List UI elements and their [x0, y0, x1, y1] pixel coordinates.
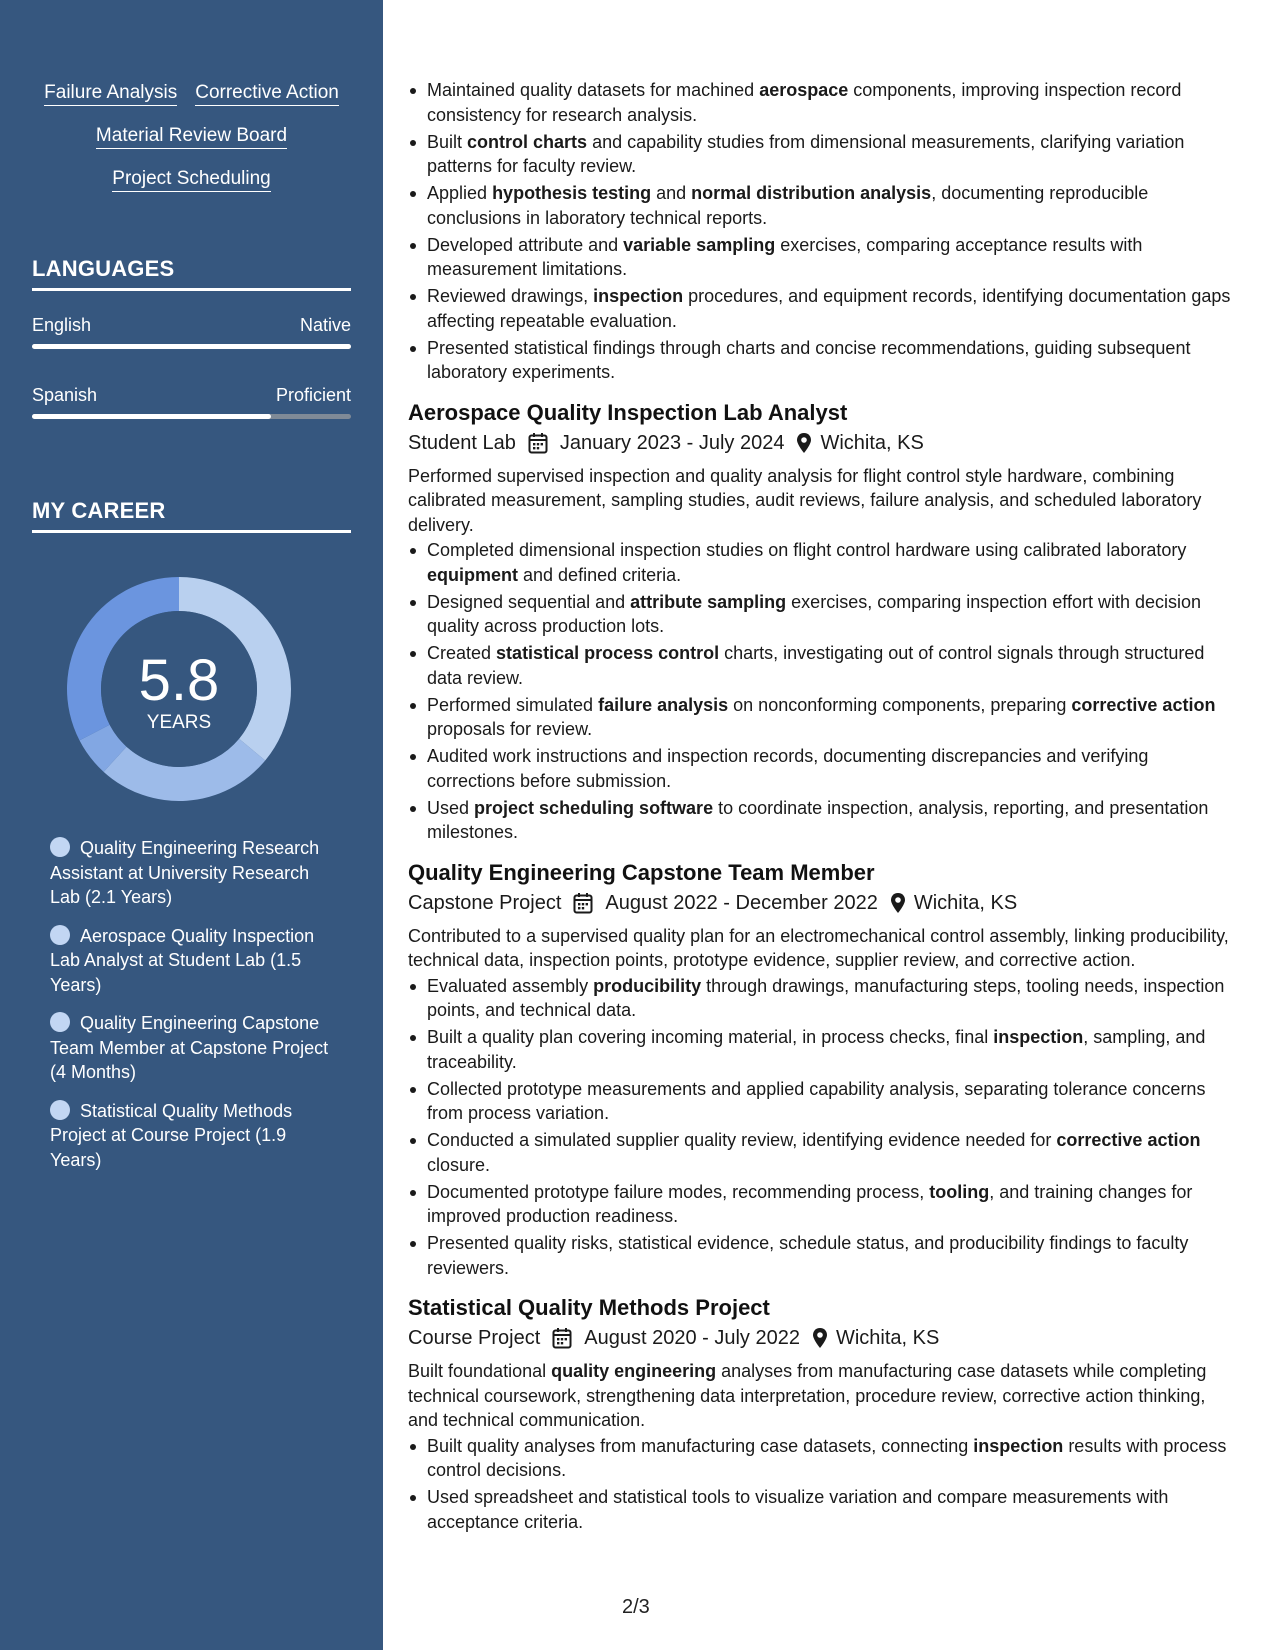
keyword-emphasis: quality engineering — [551, 1361, 717, 1381]
keyword-emphasis: inspection — [993, 1027, 1084, 1047]
career-heading: MY CAREER — [32, 498, 351, 533]
keyword-emphasis: control charts — [467, 131, 588, 152]
job-title: Aerospace Quality Inspection Lab Analyst — [408, 399, 848, 425]
bullet-item: Collected prototype measurements and applied capability analysis, separating tolerance concerns from process variation. — [427, 1077, 1238, 1126]
bullet-item: Built quality analyses from manufacturing case datasets, connecting inspection results with process control decisions. — [427, 1434, 1238, 1483]
job-description: Built foundational quality engineering analyses from manufacturing case datasets while completing technical coursework, strengthening data interpretation, procedure review, corrective action thinking, and technical communication. — [408, 1361, 1207, 1430]
bullet-item: Presented statistical findings through charts and concise recommendations, guiding subsequent laboratory experiments. — [427, 336, 1238, 385]
job-meta — [408, 430, 1238, 456]
language-level: Proficient — [275, 385, 351, 405]
keyword-emphasis: equipment — [427, 564, 519, 585]
keyword-emphasis: corrective action — [1056, 1130, 1201, 1150]
bullet-item: Documented prototype failure modes, recommending process, tooling, and training changes for improved production readiness. — [427, 1180, 1238, 1229]
skill-row — [32, 168, 351, 192]
job-entry — [408, 859, 1238, 1281]
main-content — [408, 78, 1238, 1537]
keyword-emphasis: producibility — [593, 975, 702, 996]
skill-tag: Project Scheduling — [112, 168, 270, 192]
language-level: Native — [299, 315, 351, 335]
calendar-icon — [528, 432, 548, 454]
job-org: Course Project — [408, 1327, 541, 1349]
job-org: Capstone Project — [408, 891, 562, 914]
keyword-emphasis: statistical process control — [496, 643, 720, 663]
career-total: 5.8 — [138, 648, 220, 713]
career-item-text: Quality Engineering Research Assistant at University Research Lab (2.1 Years) — [50, 838, 320, 907]
skill-row — [32, 125, 351, 149]
job-description: Contributed to a supervised quality plan for an electromechanical control assembly, linking producibility, technical data, inspection points, prototype evidence, supplier review, and corrective action. — [408, 925, 1229, 970]
career-item — [50, 1011, 330, 1085]
job-entry — [408, 1294, 1238, 1534]
bullet-item: Evaluated assembly producibility through drawings, manufacturing steps, tooling needs, inspection points, and technical data. — [427, 974, 1238, 1023]
language-bar-fill — [32, 344, 351, 349]
career-list — [50, 836, 330, 1186]
skill-tag: Corrective Action — [195, 82, 339, 106]
bullet-item: Presented quality risks, statistical evidence, schedule status, and producibility findings to faculty reviewers. — [427, 1231, 1238, 1280]
sidebar — [0, 0, 383, 1650]
intro-bullet-list — [408, 78, 1238, 385]
job-org: Student Lab — [408, 431, 516, 454]
bullet-dot-icon — [50, 925, 70, 945]
keyword-emphasis: inspection — [973, 1435, 1064, 1456]
job-meta — [408, 890, 1238, 916]
bullet-item: Designed sequential and attribute sampling exercises, comparing inspection effort with decision quality across production lots. — [427, 590, 1238, 639]
job-bullet-list — [408, 1434, 1238, 1535]
career-item — [50, 1099, 330, 1173]
bullet-item: Applied hypothesis testing and normal distribution analysis, documenting reproducible conclusions in laboratory technical reports. — [427, 181, 1238, 230]
job-description: Performed supervised inspection and quality analysis for flight control style hardware, combining calibrated measurement, sampling studies, audit reviews, failure analysis, and scheduled laboratory delivery. — [408, 465, 1202, 535]
language-english — [32, 314, 351, 349]
career-item-text: Statistical Quality Methods Project at Course Project (1.9 Years) — [50, 1100, 293, 1170]
job-title: Quality Engineering Capstone Team Member — [408, 859, 875, 885]
language-line — [32, 384, 351, 406]
job-location: Wichita, KS — [820, 431, 924, 454]
bullet-item: Audited work instructions and inspection records, documenting discrepancies and verifying corrections before submission. — [427, 744, 1238, 793]
bullet-item: Created statistical process control charts, investigating out of control signals through structured data review. — [427, 641, 1238, 690]
job-title: Statistical Quality Methods Project — [408, 1295, 770, 1320]
map-pin-icon — [890, 892, 906, 914]
job-location: Wichita, KS — [835, 1327, 940, 1349]
bullet-dot-icon — [50, 837, 70, 857]
bullet-item: Performed simulated failure analysis on nonconforming components, preparing corrective action proposals for review. — [427, 693, 1238, 742]
career-item — [50, 924, 330, 998]
language-name: English — [32, 315, 92, 335]
languages-heading: LANGUAGES — [32, 256, 351, 291]
job-dates: August 2020 - July 2022 — [584, 1327, 800, 1349]
keyword-emphasis: corrective action — [1071, 694, 1216, 715]
job-entry — [408, 399, 1238, 845]
skill-tag: Material Review Board — [96, 125, 287, 149]
keyword-emphasis: project scheduling software — [474, 797, 714, 818]
keyword-emphasis: failure analysis — [598, 694, 729, 715]
job-dates: August 2022 - December 2022 — [605, 891, 878, 914]
job-location: Wichita, KS — [913, 891, 1018, 914]
keyword-emphasis: aerospace — [759, 80, 849, 100]
keyword-emphasis: tooling — [929, 1181, 990, 1202]
skill-row — [32, 82, 351, 106]
job-bullet-list — [408, 974, 1238, 1281]
bullet-item: Built a quality plan covering incoming material, in process checks, final inspection, sampling, and traceability. — [427, 1025, 1238, 1074]
language-name: Spanish — [32, 385, 98, 405]
career-donut-chart — [66, 576, 292, 802]
language-spanish — [32, 384, 351, 419]
job-meta — [408, 1325, 1238, 1351]
skills-section — [32, 82, 351, 211]
keyword-emphasis: inspection — [593, 286, 684, 306]
bullet-item: Maintained quality datasets for machined aerospace components, improving inspection record consistency for research analysis. — [427, 78, 1238, 127]
bullet-item: Used project scheduling software to coordinate inspection, analysis, reporting, and presentation milestones. — [427, 796, 1238, 845]
calendar-icon — [552, 1327, 572, 1349]
page-number: 2/3 — [622, 1596, 650, 1618]
bullet-item: Completed dimensional inspection studies on flight control hardware using calibrated laboratory equipment and defined criteria. — [427, 538, 1238, 587]
bullet-item: Reviewed drawings, inspection procedures, and equipment records, identifying documentation gaps affecting repeatable evaluation. — [427, 284, 1238, 333]
calendar-icon — [573, 892, 593, 914]
bullet-dot-icon — [50, 1012, 70, 1032]
keyword-emphasis: variable sampling — [623, 234, 776, 255]
bullet-dot-icon — [50, 1100, 70, 1120]
career-item-text: Aerospace Quality Inspection Lab Analyst at Student Lab (1.5 Years) — [50, 925, 315, 995]
keyword-emphasis: hypothesis testing — [492, 183, 652, 203]
bullet-item: Used spreadsheet and statistical tools to visualize variation and compare measurements with acceptance criteria. — [427, 1485, 1238, 1534]
language-bar — [32, 414, 351, 419]
language-bar-fill — [32, 414, 271, 419]
career-item-text: Quality Engineering Capstone Team Member at Capstone Project (4 Months) — [50, 1013, 329, 1082]
keyword-emphasis: normal distribution analysis — [691, 183, 932, 203]
bullet-item: Developed attribute and variable sampling exercises, comparing acceptance results with measurement limitations. — [427, 233, 1238, 282]
bullet-item: Conducted a simulated supplier quality review, identifying evidence needed for corrective action closure. — [427, 1128, 1238, 1177]
career-unit: YEARS — [146, 712, 212, 733]
job-bullet-list — [408, 538, 1238, 845]
skill-tag: Failure Analysis — [44, 82, 177, 106]
map-pin-icon — [812, 1327, 828, 1349]
bullet-item: Built control charts and capability studies from dimensional measurements, clarifying variation patterns for faculty review. — [427, 130, 1238, 179]
job-dates: January 2023 - July 2024 — [559, 431, 785, 454]
keyword-emphasis: attribute sampling — [630, 591, 787, 612]
language-line — [32, 314, 351, 336]
map-pin-icon — [796, 432, 812, 454]
language-bar — [32, 344, 351, 349]
career-item — [50, 836, 330, 910]
